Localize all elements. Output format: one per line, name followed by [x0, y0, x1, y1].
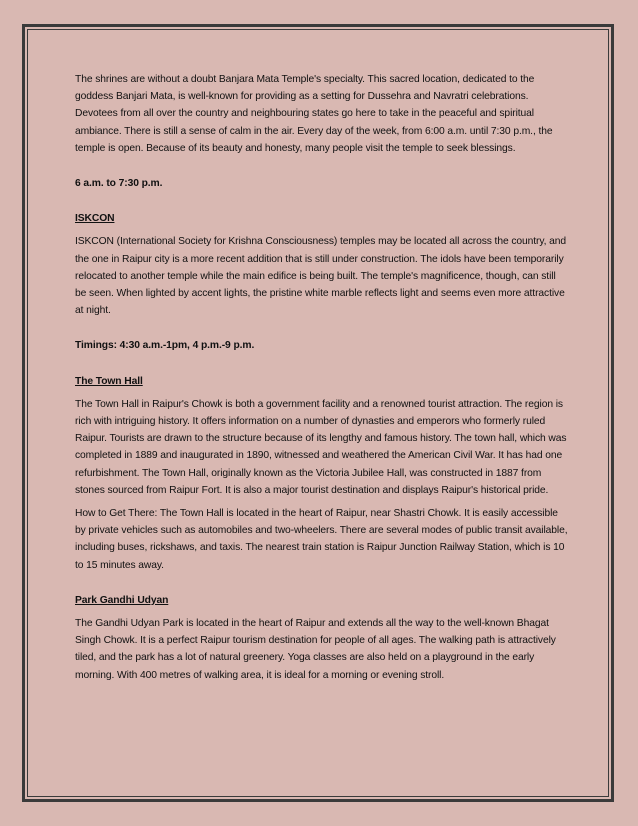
document-body: [75, 71, 569, 684]
town-hall-heading: The Town Hall: [75, 375, 143, 387]
gandhi-udyan-paragraph: The Gandhi Udyan Park is located in the heart of Raipur and extends all the way to the well-known Bhagat Singh Chowk. It is a perfect Raipur tourism destination for people of all ages. The walking path is attractively tiled, and the park has a lot of natural greenery. Yoga classes are also held on a playground in the early morning. With 400 metres of walking area, it is ideal for a morning or evening stroll.: [75, 618, 556, 681]
iskcon-paragraph: ISKCON (International Society for Krishna Consciousness) temples may be located all across the country, and the one in Raipur city is a more recent addition that is still under construction. The idols have been temporarily relocated to another temple while the main edifice is being built. The temple's magnificence, though, can still be seen. When lighted by accent lights, the pristine white marble reflects light and seems even more attractive at night.: [75, 236, 567, 317]
iskcon-timings: Timings: 4:30 a.m.-1pm, 4 p.m.-9 p.m.: [75, 340, 255, 352]
town-hall-paragraph-2: How to Get There: The Town Hall is located in the heart of Raipur, near Shastri Chowk. It is easily accessible by private vehicles such as automobiles and two-wheelers. There are several modes of public transit available, including buses, rickshaws, and taxis. The nearest train station is Raipur Junction Railway Station, which is 10 to 15 minutes away.: [75, 508, 568, 571]
iskcon-heading: ISKCON: [75, 213, 115, 225]
gandhi-udyan-heading: Park Gandhi Udyan: [75, 594, 169, 606]
banjara-paragraph: The shrines are without a doubt Banjara Mata Temple's specialty. This sacred location, dedicated to the goddess Banjari Mata, is well-known for providing as a setting for Dussehra and Navratri celebrations. Devotees from all over the country and neighbouring states go here to take in the peaceful and spiritual ambiance. There is still a sense of calm in the air. Every day of the week, from 6:00 a.m. until 7:30 p.m., the temple is open. Because of its beauty and honesty, many people visit the temple to seek blessings.: [75, 74, 553, 154]
town-hall-paragraph-1: The Town Hall in Raipur's Chowk is both a government facility and a renowned tourist attraction. The region is rich with intriguing history. It offers information on a number of dynasties and emperors who formerly ruled Raipur. Tourists are drawn to the structure because of its lengthy and famous history. The town hall, which was completed in 1889 and inaugurated in 1890, witnessed and weathered the American Civil War. It has had one refurbishment. The Town Hall, originally known as the Victoria Jubilee Hall, was constructed in 1887 from stones sourced from Raipur Fort. It is also a major tourist destination and displays Raipur's historical pride.: [75, 398, 567, 496]
banjara-timings: 6 a.m. to 7:30 p.m.: [75, 178, 163, 190]
